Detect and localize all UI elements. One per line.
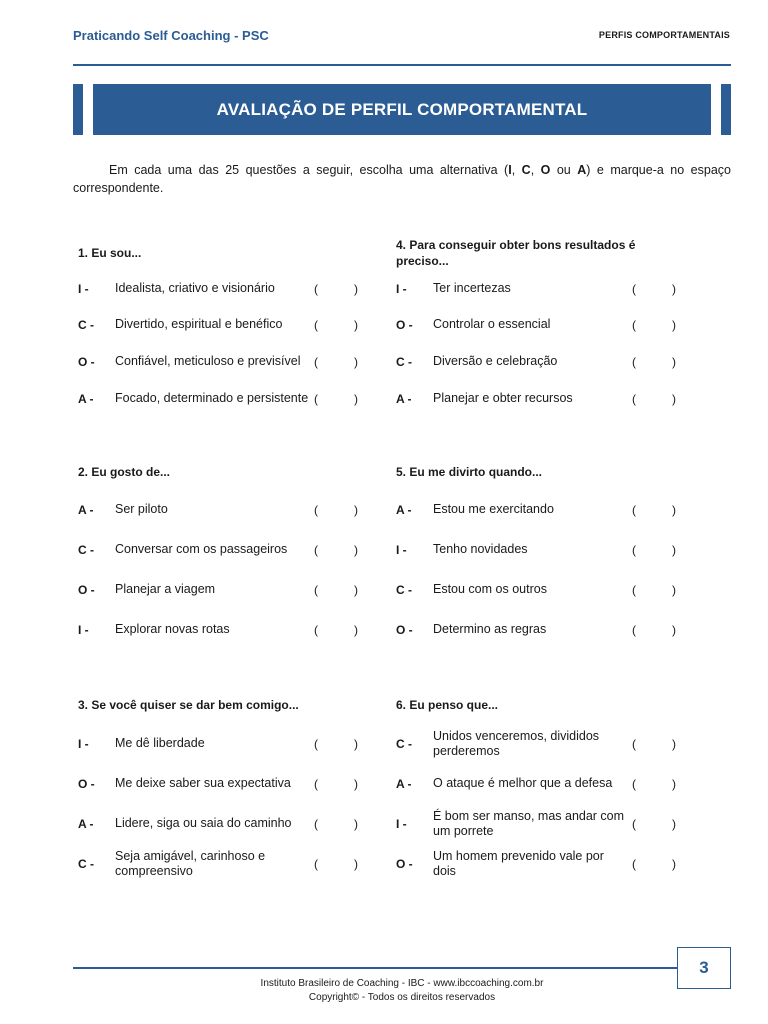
answer-box-open-paren[interactable]: ( [632,583,636,597]
answer-option-row[interactable] [396,383,696,415]
answer-box-open-paren[interactable]: ( [632,503,636,517]
option-letter: A - [396,503,412,517]
intro-letter-i: I [508,163,512,177]
answer-option-row[interactable] [396,808,696,840]
option-text: Focado, determinado e persistente [115,391,309,406]
answer-option-row[interactable] [78,534,378,566]
answer-box-open-paren[interactable]: ( [632,543,636,557]
option-text: Tenho novidades [433,542,528,557]
answer-box-open-paren[interactable]: ( [632,623,636,637]
header-divider [73,64,731,66]
option-letter: A - [396,392,412,406]
option-letter: O - [396,857,413,871]
option-letter: I - [396,817,407,831]
option-letter: O - [78,583,95,597]
option-letter: C - [396,737,412,751]
option-text: Idealista, criativo e visionário [115,281,275,296]
answer-option-row[interactable] [78,574,378,606]
answer-option-row[interactable] [78,728,378,760]
option-letter: I - [78,737,89,751]
option-text: Planejar a viagem [115,582,216,597]
option-text: Unidos venceremos, divididos perderemos [433,728,600,758]
answer-box-close-paren[interactable]: ) [672,282,676,296]
answer-option-row[interactable] [78,494,378,526]
answer-box-close-paren[interactable]: ) [672,737,676,751]
answer-box-close-paren[interactable]: ) [672,817,676,831]
answer-option-row[interactable] [396,728,696,760]
option-text: Diversão e celebração [433,354,558,369]
option-text: Conversar com os passageiros [115,542,288,557]
answer-box-close-paren[interactable]: ) [354,282,358,296]
option-letter: A - [78,817,94,831]
answer-box-close-paren[interactable]: ) [354,318,358,332]
footer-line-copyright: Copyright© - Todos os direitos reservados [308,992,496,1003]
answer-box-open-paren[interactable]: ( [314,392,318,406]
answer-option-row[interactable] [396,494,696,526]
option-text: Planejar e obter recursos [433,391,573,406]
option-letter: O - [396,623,413,637]
footer-divider [73,967,677,969]
answer-box-close-paren[interactable]: ) [672,503,676,517]
answer-box-close-paren[interactable]: ) [354,737,358,751]
option-text: Estou com os outros [433,582,547,597]
answer-box-open-paren[interactable]: ( [632,318,636,332]
option-text: Lidere, siga ou saia do caminho [115,816,292,831]
answer-box-close-paren[interactable]: ) [354,817,358,831]
answer-option-row[interactable] [396,848,696,880]
option-text: Explorar novas rotas [115,622,230,637]
answer-box-open-paren[interactable]: ( [314,777,318,791]
option-text: Seja amigável, carinhoso e compreensivo [115,848,266,878]
option-letter: I - [78,623,89,637]
section-header-title: PERFIS COMPORTAMENTAIS [598,30,730,40]
answer-box-open-paren[interactable]: ( [314,543,318,557]
question-title: 3. Se você quiser se dar bem comigo... [78,698,299,712]
question-title: 2. Eu gosto de... [78,465,171,479]
option-text: Confiável, meticuloso e previsível [115,354,301,369]
intro-paragraph [73,161,731,197]
option-letter: A - [78,392,94,406]
answer-option-row[interactable] [396,273,696,305]
answer-option-row[interactable] [78,346,378,378]
answer-box-open-paren[interactable]: ( [314,355,318,369]
option-text: Ser piloto [115,502,168,517]
option-letter: C - [78,543,94,557]
answer-box-close-paren[interactable]: ) [672,392,676,406]
option-letter: C - [396,583,412,597]
intro-letter-a: A [577,163,587,177]
option-letter: C - [396,355,412,369]
option-text: Ter incertezas [433,281,511,296]
intro-separator: , [530,163,541,177]
answer-option-row[interactable] [396,534,696,566]
intro-letter-c: C [521,163,531,177]
intro-separator: , [511,163,522,177]
answer-box-open-paren[interactable]: ( [314,857,318,871]
answer-box-open-paren[interactable]: ( [632,355,636,369]
banner-right-accent [721,84,731,135]
answer-box-close-paren[interactable]: ) [354,503,358,517]
answer-box-close-paren[interactable]: ) [354,777,358,791]
option-letter: O - [78,777,95,791]
intro-separator: ou [550,163,578,177]
answer-box-close-paren[interactable]: ) [672,318,676,332]
option-text: Divertido, espiritual e benéfico [115,317,283,332]
intro-text-start: Em cada uma das 25 questões a seguir, escolha uma alternativa ( [109,163,509,177]
question-title: 6. Eu penso que... [396,698,499,712]
option-letter: O - [396,318,413,332]
question-title: 1. Eu sou... [78,246,142,260]
answer-option-row[interactable] [78,273,378,305]
answer-box-close-paren[interactable]: ) [672,583,676,597]
option-text: É bom ser manso, mas andar com um porrete [433,808,625,838]
intro-letter-o: O [540,163,551,177]
page-number: 3 [699,958,709,977]
option-letter: A - [396,777,412,791]
option-letter: I - [396,282,407,296]
option-letter: I - [78,282,89,296]
answer-box-close-paren[interactable]: ) [672,543,676,557]
answer-box-close-paren[interactable]: ) [354,392,358,406]
answer-option-row[interactable] [396,574,696,606]
answer-box-open-paren[interactable]: ( [314,737,318,751]
option-text: Estou me exercitando [433,502,554,517]
answer-option-row[interactable] [78,848,378,880]
answer-option-row[interactable] [78,768,378,800]
answer-box-close-paren[interactable]: ) [672,777,676,791]
question-title: 5. Eu me divirto quando... [396,465,543,479]
answer-option-row[interactable] [396,309,696,341]
answer-option-row[interactable] [396,768,696,800]
option-text: Me deixe saber sua expectativa [115,776,291,791]
banner-left-accent [73,84,83,135]
answer-box-open-paren[interactable]: ( [632,817,636,831]
answer-box-close-paren[interactable]: ) [354,355,358,369]
option-letter: C - [78,318,94,332]
answer-box-open-paren[interactable]: ( [632,282,636,296]
option-text: Determino as regras [433,622,547,637]
answer-option-row[interactable] [78,808,378,840]
answer-box-close-paren[interactable]: ) [672,355,676,369]
answer-box-open-paren[interactable]: ( [632,857,636,871]
option-text: Um homem prevenido vale por dois [433,848,604,878]
answer-box-open-paren[interactable]: ( [632,737,636,751]
option-letter: A - [78,503,94,517]
banner-title: AVALIAÇÃO DE PERFIL COMPORTAMENTAL [216,99,588,119]
option-text: Me dê liberdade [115,736,205,751]
answer-box-close-paren[interactable]: ) [672,857,676,871]
answer-box-open-paren[interactable]: ( [314,817,318,831]
answer-box-open-paren[interactable]: ( [632,777,636,791]
answer-box-close-paren[interactable]: ) [672,623,676,637]
answer-option-row[interactable] [78,383,378,415]
answer-option-row[interactable] [396,346,696,378]
answer-option-row[interactable] [78,309,378,341]
answer-box-close-paren[interactable]: ) [354,623,358,637]
footer-line-institute: Instituto Brasileiro de Coaching - IBC - www.ibccoaching.com.br [260,978,544,989]
footer-text [0,977,768,1005]
title-banner [93,84,711,135]
answer-box-close-paren[interactable]: ) [354,583,358,597]
answer-option-row[interactable] [396,614,696,646]
option-text: O ataque é melhor que a defesa [433,776,613,791]
intro-text-end: ) e marque-a no espaço correspondente. [73,163,731,195]
question-title: 4. Para conseguir obter bons resultados é preciso... [396,238,636,268]
option-letter: I - [396,543,407,557]
answer-option-row[interactable] [78,614,378,646]
answer-box-open-paren[interactable]: ( [314,503,318,517]
answer-box-open-paren[interactable]: ( [314,318,318,332]
answer-box-close-paren[interactable]: ) [354,543,358,557]
answer-box-open-paren[interactable]: ( [632,392,636,406]
answer-box-open-paren[interactable]: ( [314,282,318,296]
option-letter: C - [78,857,94,871]
option-text: Controlar o essencial [433,317,551,332]
document-header-title: Praticando Self Coaching - PSC [73,28,269,43]
option-letter: O - [78,355,95,369]
answer-box-open-paren[interactable]: ( [314,583,318,597]
answer-box-close-paren[interactable]: ) [354,857,358,871]
answer-box-open-paren[interactable]: ( [314,623,318,637]
